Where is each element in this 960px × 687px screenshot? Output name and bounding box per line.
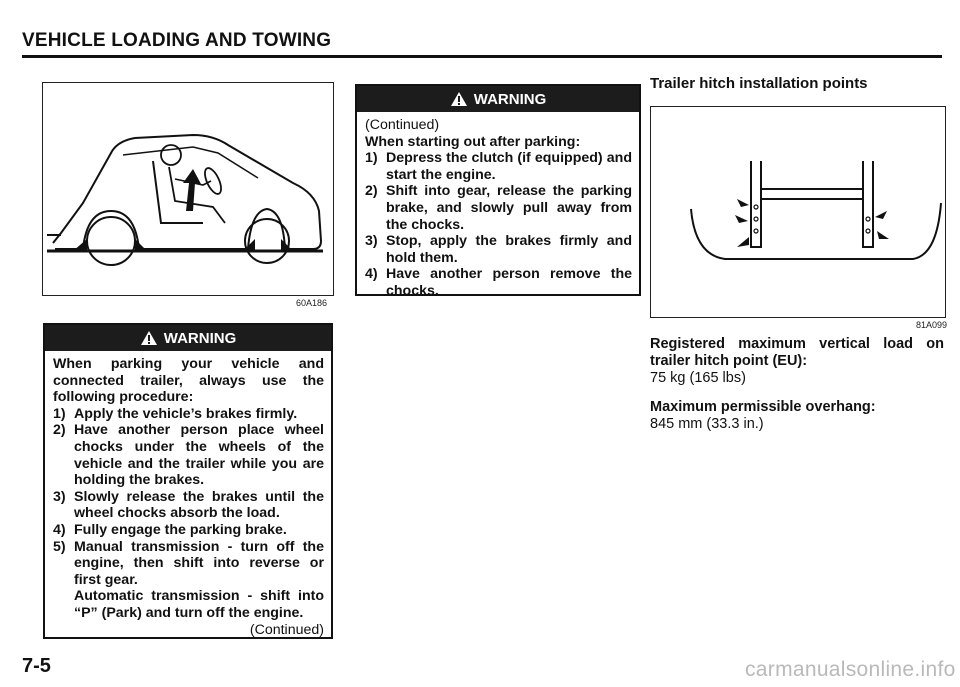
step-number: 2): [53, 422, 66, 439]
spec-value-overhang: 845 mm (33.3 in.): [650, 416, 764, 432]
step-text: Apply the vehicle’s brakes firmly.: [74, 405, 298, 422]
hitch-drawing: [651, 107, 945, 317]
list-item: [53, 406, 324, 423]
list-item: [365, 233, 632, 266]
car-illustration: [42, 82, 334, 296]
list-item: [53, 422, 324, 488]
step-text: Have another person remove the chocks.: [386, 266, 632, 299]
warning-intro: When starting out after parking:: [365, 133, 581, 150]
list-item: [365, 183, 632, 233]
step-text: Depress the clutch (if equipped) and start the engine.: [386, 150, 632, 183]
step-number: 2): [365, 183, 378, 200]
figure-code: 60A186: [296, 298, 328, 308]
warning-header: [357, 86, 639, 112]
step-number: 4): [53, 521, 66, 538]
step-number: 3): [365, 233, 378, 250]
list-item: [53, 539, 324, 622]
figure-code: 81A099: [916, 320, 948, 330]
step-text: Manual transmission - turn off the engine, then shift into reverse or first gear.: [74, 538, 324, 588]
spec-label-overhang: Maximum permissible overhang:: [650, 399, 876, 415]
header-rule: [22, 55, 942, 58]
warning-heading: WARNING: [473, 90, 547, 108]
page-number: 7-5: [22, 655, 51, 677]
spec-value-vertical-load: 75 kg (165 lbs): [650, 370, 746, 386]
continued-label: (Continued): [365, 117, 440, 133]
list-item: [53, 522, 324, 539]
warning-triangle-icon: [140, 330, 158, 346]
list-item: [365, 150, 632, 183]
step-text: Stop, apply the brakes firmly and hold them.: [386, 233, 632, 266]
list-item: [365, 266, 632, 299]
step-text: Fully engage the parking brake.: [74, 521, 287, 538]
continued-label: (Continued): [249, 621, 324, 638]
trailer-hitch-title: Trailer hitch installation points: [650, 75, 868, 92]
warning-heading: WARNING: [163, 329, 237, 347]
spec-block: [650, 336, 944, 433]
step-text: Shift into gear, release the parking brake, and slowly pull away from the chocks.: [386, 183, 632, 233]
step-text-extra: Automatic transmission - shift into “P” (Park) and turn off the engine.: [74, 588, 324, 621]
list-item: [53, 489, 324, 522]
warning-box-starting: [355, 84, 641, 299]
warning-header: [45, 325, 331, 351]
step-text: Have another person place wheel chocks under the wheels of the vehicle and the trailer while you are holding the brakes.: [74, 422, 324, 489]
step-text: Slowly release the brakes until the wheel chocks absorb the load.: [74, 488, 324, 522]
watermark: carmanualsonline.info: [745, 658, 956, 681]
section-title: VEHICLE LOADING AND TOWING: [22, 30, 332, 51]
warning-intro: When parking your vehicle and connected trailer, always use the following procedure:: [53, 356, 324, 406]
warning-triangle-icon: [450, 91, 468, 107]
trailer-hitch-illustration: [650, 106, 946, 318]
step-number: 1): [53, 405, 66, 422]
step-number: 4): [365, 266, 378, 283]
step-number: 3): [53, 488, 66, 505]
warning-box-parking: [43, 323, 333, 639]
step-number: 1): [365, 150, 378, 167]
step-number: 5): [53, 538, 66, 555]
spec-label-vertical-load: Registered maximum vertical load on trailer hitch point (EU):: [650, 336, 944, 369]
car-drawing: [43, 83, 333, 295]
